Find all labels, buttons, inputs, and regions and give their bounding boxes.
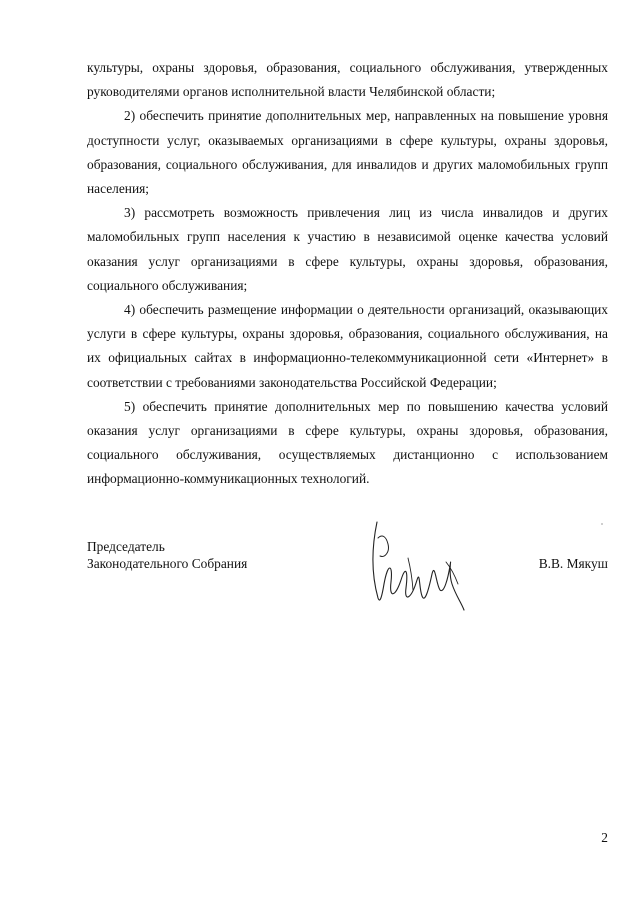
signatory-title-line2: Законодательного Собрания	[87, 556, 248, 571]
signatory-title-line1: Председатель	[87, 539, 165, 554]
list-item-3: 3) рассмотреть возможность привлечения лиц из числа инвалидов и других маломобильных групп населения к участию в независимой оценке качества условий оказания услуг организациями в сфере культуры, охраны здоровья, образования, социального обслуживания;	[87, 205, 608, 293]
list-item-4: 4) обеспечить размещение информации о деятельности организаций, оказывающих услуги в сфере культуры, охраны здоровья, образования, социального обслуживания, на их официальных сайтах в информационно-телекоммуникационной сети «Интернет» в соответствии с требованиями законодательства Российской Федерации;	[87, 302, 608, 390]
signatory-title	[87, 538, 247, 572]
list-item-5: 5) обеспечить принятие дополнительных мер по повышению качества условий оказания услуг организациями в сфере культуры, охраны здоровья, образования, социального обслуживания, осуществляемых дистанционно с использованием информационно-коммуникационных технологий.	[87, 398, 608, 487]
page-number: 2	[601, 830, 608, 845]
handwritten-signature	[368, 518, 468, 612]
document-body	[87, 56, 608, 492]
list-item-2: 2) обеспечить принятие дополнительных мер, направленных на повышение уровня доступности услуг, оказываемых организациями в сфере культуры, охраны здоровья, образования, социального обслуживания, для инвалидов и других маломобильных групп населения;	[87, 108, 608, 197]
signatory-name: В.В. Мякуш	[538, 556, 608, 571]
scan-speck	[601, 523, 603, 525]
paragraph-continuation: культуры, охраны здоровья, образования, социального обслуживания, утвержденных руководителями органов исполнительной власти Челябинской области;	[87, 60, 608, 100]
